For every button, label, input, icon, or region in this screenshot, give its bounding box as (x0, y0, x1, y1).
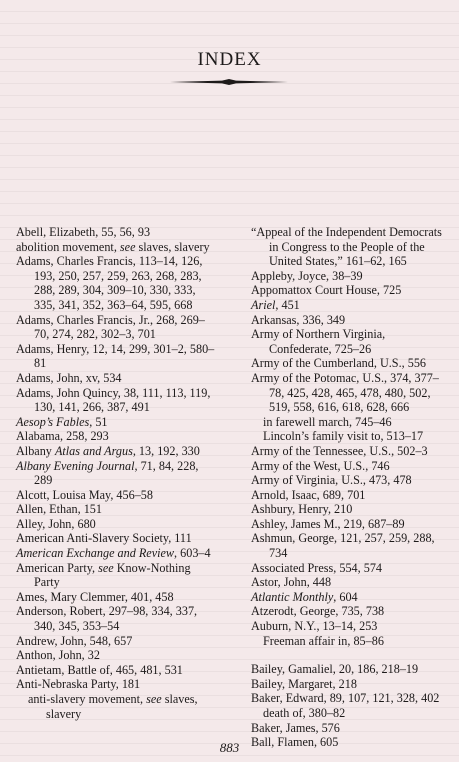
index-entry: Baker, James, 576 (251, 720, 340, 735)
index-entry: Abell, Elizabeth, 55, 56, 93 (16, 225, 151, 239)
index-entry: Auburn, N.Y., 13–14, 253 (251, 619, 378, 634)
index-entry: Appleby, Joyce, 38–39 (251, 268, 363, 283)
index-column-right (251, 225, 447, 750)
index-entry: Ball, Flamen, 605 (251, 735, 339, 750)
page-number: 883 (219, 740, 240, 755)
index-column-left (16, 225, 216, 721)
index-entry: Anthon, John, 32 (16, 648, 100, 663)
index-entry: Army of Virginia, U.S., 473, 478 (251, 473, 412, 488)
index-entry: American Party, see Know-Nothing Party (16, 560, 191, 590)
index-entry: Alcott, Louisa May, 456–58 (16, 487, 153, 502)
index-entry: Antietam, Battle of, 465, 481, 531 (16, 662, 183, 677)
index-entry: abolition movement, see slaves, slavery (16, 239, 210, 254)
index-entry: Ashmun, George, 121, 257, 259, 288, 734 (251, 531, 435, 561)
index-entry: Arnold, Isaac, 689, 701 (251, 487, 366, 502)
index-entry: Allen, Ethan, 151 (16, 502, 102, 517)
index-entry: Alabama, 258, 293 (16, 429, 109, 444)
index-entry: Adams, John Quincy, 38, 111, 113, 119, 130, 141, 266, 387, 491 (16, 385, 211, 415)
index-entry: American Exchange and Review, 603–4 (16, 546, 211, 561)
index-entry: Ariel, 451 (251, 297, 300, 312)
index-entry: Alley, John, 680 (16, 516, 96, 531)
index-subentry: Freeman affair in, 85–86 (263, 633, 384, 648)
index-entry: Associated Press, 554, 574 (251, 560, 383, 575)
index-entry: Albany Atlas and Argus, 13, 192, 330 (16, 443, 200, 458)
index-entry: Albany Evening Journal, 71, 84, 228, 289 (16, 458, 199, 488)
index-entry: Anderson, Robert, 297–98, 334, 337, 340, 345, 353–54 (16, 604, 198, 634)
index-entry: Adams, Henry, 12, 14, 299, 301–2, 580–81 (16, 341, 215, 371)
index-entry: Ashbury, Henry, 210 (251, 502, 353, 517)
index-entry: Appomattox Court House, 725 (251, 283, 402, 298)
index-subentry: anti-slavery movement, see slaves, slavery (28, 692, 198, 721)
index-entry: Army of Northern Virginia, Confederate, 725–26 (251, 327, 386, 356)
index-entry: Bailey, Gamaliel, 20, 186, 218–19 (251, 662, 419, 677)
index-entry: Army of the Cumberland, U.S., 556 (251, 356, 427, 371)
index-entry: Adams, Charles Francis, Jr., 268, 269–70, 274, 282, 302–3, 701 (16, 312, 205, 342)
title-ornament (170, 79, 288, 85)
index-entry: Adams, Charles Francis, 113–14, 126, 193, 250, 257, 259, 263, 268, 283, 288, 289, 304, 309–10, 330, 333, 335, 341, 352, 363–64, 595, 668 (16, 254, 203, 312)
index-entry: Baker, Edward, 89, 107, 121, 328, 402 (251, 691, 440, 706)
index-entry: “Appeal of the Independent Democrats in Congress to the People of the United States,” 161–62, 165 (251, 225, 442, 269)
index-entry: Andrew, John, 548, 657 (16, 633, 133, 648)
index-entry: Anti-Nebraska Party, 181 (16, 677, 141, 692)
index-entry: Army of the West, U.S., 746 (251, 458, 390, 473)
page-title: INDEX (197, 49, 262, 70)
index-entry: Bailey, Margaret, 218 (251, 676, 357, 691)
index-subentry: in farewell march, 745–46 (263, 414, 392, 429)
index-entry: Atzerodt, George, 735, 738 (251, 604, 385, 619)
index-subentry: death of, 380–82 (263, 706, 346, 720)
index-entry: Army of the Potomac, U.S., 374, 377–78, 425, 428, 465, 478, 480, 502, 519, 558, 616, 618, 628, 666 (251, 370, 439, 415)
index-entry: Ashley, James M., 219, 687–89 (251, 516, 405, 531)
index-entry: Astor, John, 448 (251, 575, 332, 590)
index-subentry: Lincoln’s family visit to, 513–17 (263, 429, 424, 444)
index-entry: American Anti-Slavery Society, 111 (16, 531, 192, 546)
index-entry: Aesop’s Fables, 51 (16, 414, 108, 429)
index-entry: Ames, Mary Clemmer, 401, 458 (16, 589, 174, 604)
entry-spacer (251, 648, 447, 662)
index-entry: Army of the Tennessee, U.S., 502–3 (251, 443, 428, 458)
index-entry: Arkansas, 336, 349 (251, 312, 346, 327)
index-entry: Atlantic Monthly, 604 (251, 589, 358, 604)
index-entry: Adams, John, xv, 534 (16, 370, 122, 385)
